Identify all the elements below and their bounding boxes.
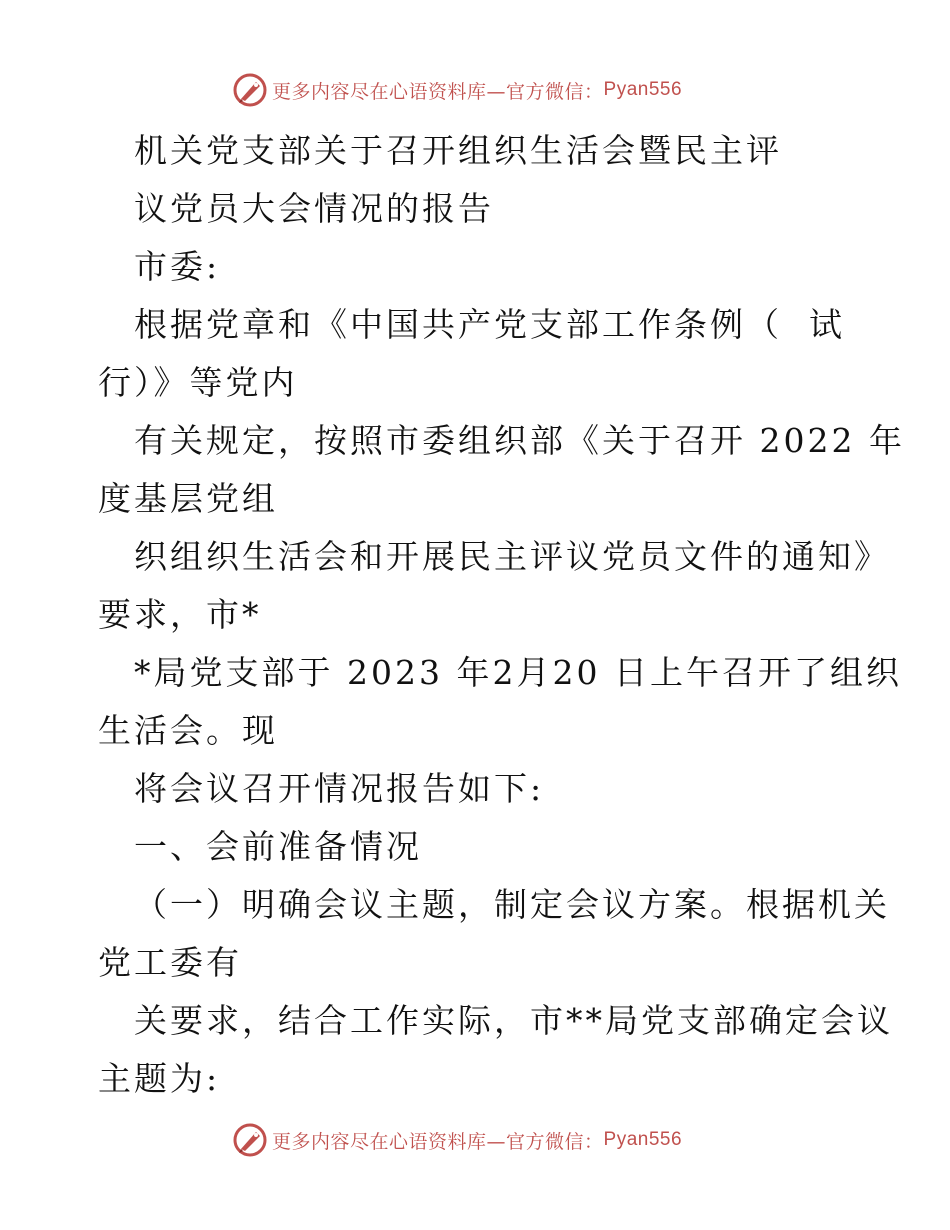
paragraph-line: 关要求，结合工作实际，市**局党支部确定会议	[134, 1001, 893, 1040]
pen-logo-icon	[232, 1122, 268, 1158]
document-body	[0, 122, 950, 1108]
paragraph-line: 生活会。现	[98, 711, 278, 750]
document-title-line-2: 议党员大会情况的报告	[134, 189, 494, 228]
watermark-text: 更多内容尽在心语资料库—官方微信：	[272, 80, 604, 103]
paragraph-line: 党工委有	[98, 943, 242, 982]
watermark-footer	[232, 1122, 682, 1158]
paragraph-line: 行）》等党内	[98, 363, 298, 402]
paragraph-line: 度基层党组	[98, 479, 278, 518]
paragraph-line: 将会议召开情况报告如下:	[134, 769, 545, 808]
paragraph-line: 主题为:	[98, 1059, 221, 1098]
paragraph-line: 织组织生活会和开展民主评议党员文件的通知》	[134, 537, 890, 576]
paragraph-line: 根据党章和《中国共产党支部工作条例（ 试	[134, 305, 845, 344]
paragraph-line: 有关规定，按照市委组织部《关于召开 2022 年	[134, 421, 905, 460]
paragraph-line: （一）明确会议主题，制定会议方案。根据机关	[134, 885, 890, 924]
watermark-wechat-id: Pyan556	[603, 79, 683, 100]
document-title-line-1: 机关党支部关于召开组织生活会暨民主评	[134, 131, 782, 170]
pen-logo-icon	[232, 72, 268, 108]
watermark-text: 更多内容尽在心语资料库—官方微信：	[272, 1130, 604, 1153]
section-heading: 一、会前准备情况	[134, 827, 422, 866]
watermark-header	[232, 72, 682, 108]
paragraph-line: 要求，市*	[98, 595, 262, 634]
watermark-wechat-id: Pyan556	[603, 1129, 683, 1150]
salutation: 市委:	[134, 247, 221, 286]
paragraph-line: *局党支部于 2023 年2月20 日上午召开了组织	[134, 653, 902, 692]
